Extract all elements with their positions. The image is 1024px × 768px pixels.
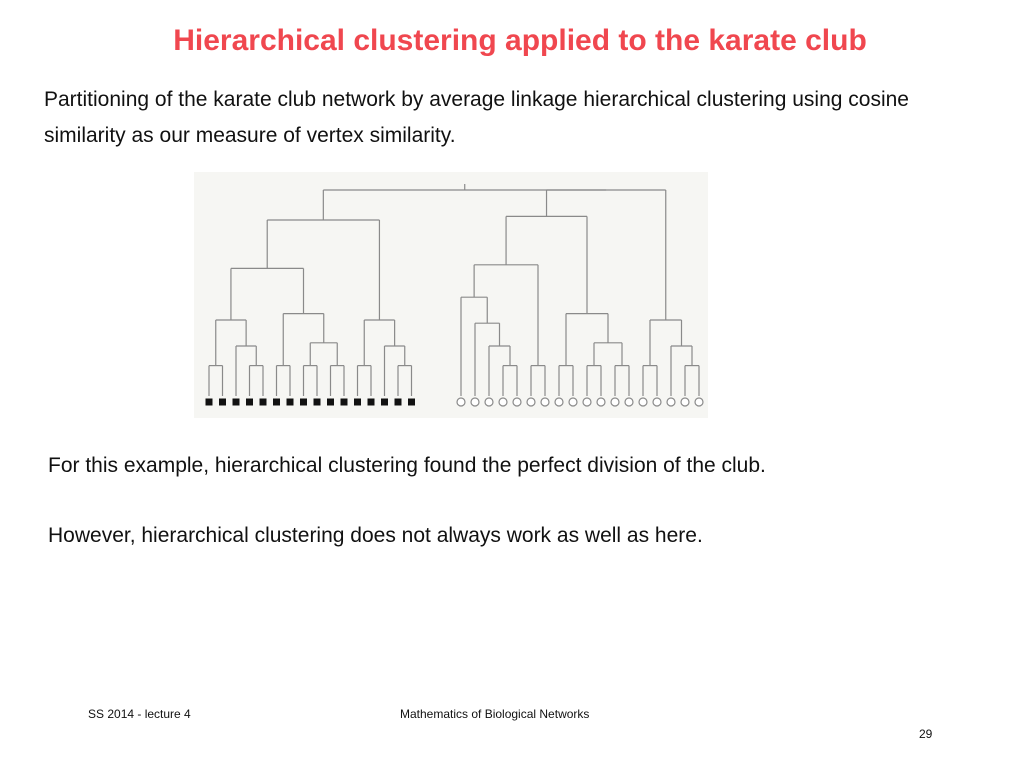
open-leaf-marker — [653, 398, 661, 406]
finding-paragraph: For this example, hierarchical clustering found the perfect division of the club. — [48, 454, 766, 477]
footer-subject: Mathematics of Biological Networks — [400, 707, 590, 721]
filled-leaf-marker — [314, 399, 321, 406]
filled-leaf-marker — [233, 399, 240, 406]
page-number: 29 — [919, 727, 933, 741]
dendrogram-figure — [194, 172, 708, 418]
filled-leaf-marker — [246, 399, 253, 406]
open-leaf-marker — [513, 398, 521, 406]
filled-leaf-marker — [273, 399, 280, 406]
filled-leaf-marker — [327, 399, 334, 406]
open-leaf-marker — [457, 398, 465, 406]
open-leaf-marker — [471, 398, 479, 406]
open-leaf-marker — [485, 398, 493, 406]
filled-leaf-marker — [368, 399, 375, 406]
filled-leaf-marker — [219, 399, 226, 406]
filled-leaf-marker — [395, 399, 402, 406]
open-leaf-marker — [555, 398, 563, 406]
intro-text: Partitioning of the karate club network by average linkage hierarchical clustering using cosine similarity as our measure of vertex similarity. — [44, 88, 909, 147]
open-leaf-marker — [583, 398, 591, 406]
filled-leaf-marker — [300, 399, 307, 406]
footer-course: SS 2014 - lecture 4 — [88, 707, 191, 721]
open-leaf-marker — [639, 398, 647, 406]
filled-leaf-marker — [408, 399, 415, 406]
filled-leaf-marker — [287, 399, 294, 406]
open-leaf-marker — [667, 398, 675, 406]
slide-title: Hierarchical clustering applied to the karate club — [173, 24, 867, 57]
open-leaf-marker — [569, 398, 577, 406]
filled-leaf-marker — [341, 399, 348, 406]
filled-leaf-marker — [206, 399, 213, 406]
open-leaf-marker — [597, 398, 605, 406]
filled-leaf-marker — [381, 399, 388, 406]
open-leaf-marker — [541, 398, 549, 406]
filled-leaf-marker — [260, 399, 267, 406]
open-leaf-marker — [611, 398, 619, 406]
open-leaf-marker — [681, 398, 689, 406]
open-leaf-marker — [695, 398, 703, 406]
open-leaf-marker — [499, 398, 507, 406]
filled-leaf-marker — [354, 399, 361, 406]
open-leaf-marker — [625, 398, 633, 406]
caveat-paragraph: However, hierarchical clustering does not always work as well as here. — [48, 524, 703, 547]
dendrogram-svg — [194, 172, 708, 418]
open-leaf-marker — [527, 398, 535, 406]
